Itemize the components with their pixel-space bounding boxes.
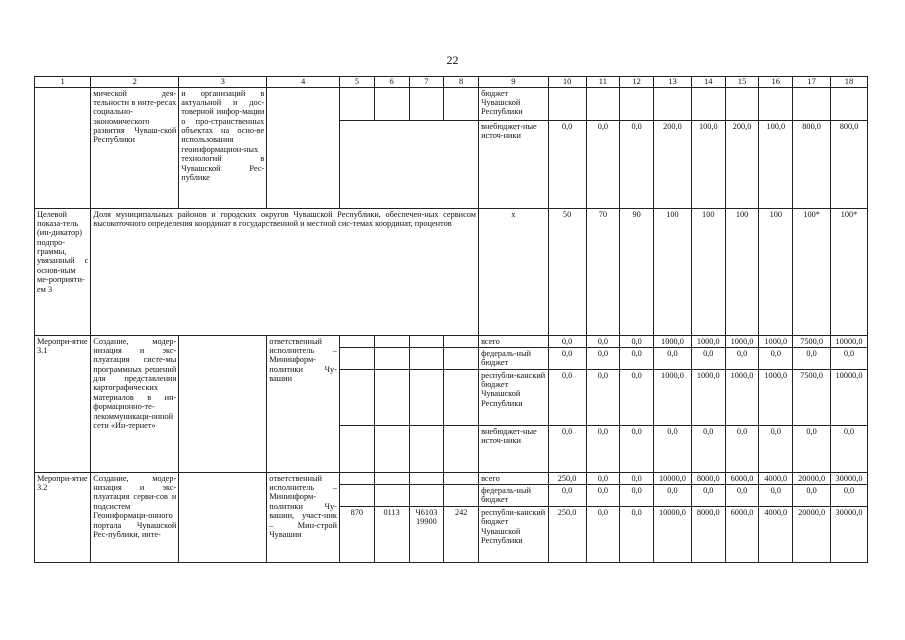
- indicator-row: [35, 208, 868, 335]
- cell-value: 0,0: [725, 485, 759, 507]
- cell-empty: [339, 425, 374, 472]
- cell-empty: [374, 87, 409, 120]
- cell-value: 0,0: [759, 425, 793, 472]
- cell-value: 8000,0: [691, 472, 725, 484]
- cell-empty: [409, 335, 444, 347]
- cell-value: 0,0: [548, 347, 586, 369]
- column-number-18: 18: [831, 77, 868, 88]
- cell-empty: [759, 87, 793, 120]
- cell-value: 0,0: [793, 425, 831, 472]
- column-number-row: [35, 77, 868, 88]
- cell-value: 100: [691, 208, 725, 335]
- cell-value: 90: [620, 208, 654, 335]
- cell-value: 0,0: [620, 335, 654, 347]
- cell-value: 0,0: [691, 485, 725, 507]
- column-number-2: 2: [91, 77, 179, 88]
- column-number-3: 3: [179, 77, 267, 88]
- cell-value: 0,0: [691, 347, 725, 369]
- cell-indicator-label: Целевой показа-тель (ин-дикатор) подпро-граммы, увязанный с основ-ным ме-роприяти-ем 3: [35, 208, 91, 335]
- cell-value: 6000,0: [725, 506, 759, 562]
- cell-value: 0,0: [793, 347, 831, 369]
- cell-empty: [374, 369, 409, 425]
- cell-value: 8000,0: [691, 506, 725, 562]
- cell-value: 20000,0: [793, 506, 831, 562]
- cell-value: 30000,0: [831, 472, 868, 484]
- cell-value: 0,0: [586, 485, 620, 507]
- column-number-16: 16: [759, 77, 793, 88]
- cell-indicator-text: Доля муниципальных районов и городских округов Чувашской Республики, обеспечен-ных сервисом высокоточного определения координат в государственной и местной сис-темах координат, процентов: [91, 208, 479, 335]
- cell-empty: [444, 335, 479, 347]
- cell-value: 1000,0: [759, 369, 793, 425]
- cell-continued-goal: и организаций в актуальной и дос-товерной инфор-мации о про-странственных объектах на осно-ве использования геоинформацион-ных технологий в Чувашской Рес-публике: [179, 87, 267, 208]
- cell-value: 0,0: [620, 506, 654, 562]
- cell-value: 800,0: [793, 120, 831, 208]
- cell-value: 200,0: [725, 120, 759, 208]
- cell-value: 200,0: [654, 120, 692, 208]
- cell-empty: [179, 335, 267, 472]
- column-number-17: 17: [793, 77, 831, 88]
- cell-value: 0,0: [620, 425, 654, 472]
- cell-value: 30000,0: [831, 506, 868, 562]
- cell-empty: [374, 347, 409, 369]
- cell-empty: [444, 87, 479, 120]
- cell-value: 0,0: [586, 369, 620, 425]
- cell-value: 100: [654, 208, 692, 335]
- cell-empty: [374, 485, 409, 507]
- cell-value: 0,0: [654, 485, 692, 507]
- cell-budget-code: 242: [444, 506, 479, 562]
- cell-funding-source: федераль-ный бюджет: [479, 347, 549, 369]
- cell-value: 0,0: [586, 120, 620, 208]
- cell-funding-source: республи-канский бюджет Чувашской Республики: [479, 506, 549, 562]
- cell-empty: [691, 87, 725, 120]
- cell-value: 0,0: [586, 425, 620, 472]
- cell-empty: [409, 369, 444, 425]
- cell-empty: [339, 347, 374, 369]
- cell-value: 0,0: [586, 347, 620, 369]
- cell-value: 100: [725, 208, 759, 335]
- column-number-10: 10: [548, 77, 586, 88]
- cell-indicator-mark: x: [479, 208, 549, 335]
- cell-value: 0,0: [725, 347, 759, 369]
- cell-empty: [620, 87, 654, 120]
- cell-empty: [444, 425, 479, 472]
- cell-empty: [409, 87, 444, 120]
- column-number-14: 14: [691, 77, 725, 88]
- cell-value: 1000,0: [654, 335, 692, 347]
- cell-value: 7500,0: [793, 369, 831, 425]
- cell-empty: [409, 472, 444, 484]
- cell-empty: [339, 485, 374, 507]
- cell-value: 100*: [831, 208, 868, 335]
- cell-measure-name: Создание, модер-низация и экс-плуатация систе-мы программных решений для представления картографических материалов в ин-формационно-те-лекоммуникаци-онной сети «Ин-тернет»: [91, 335, 179, 472]
- cell-value: 1000,0: [725, 369, 759, 425]
- column-number-8: 8: [444, 77, 479, 88]
- column-number-12: 12: [620, 77, 654, 88]
- page-number: 22: [446, 53, 459, 67]
- cell-value: 4000,0: [759, 472, 793, 484]
- cell-empty: [339, 472, 374, 484]
- cell-value: 10000,0: [654, 506, 692, 562]
- cell-funding-source: республи-канский бюджет Чувашской Республики: [479, 369, 549, 425]
- cell-empty: [339, 87, 374, 120]
- cell-value: 10000,0: [831, 369, 868, 425]
- cell-funding-source: всего: [479, 472, 549, 484]
- cell-value: 1000,0: [725, 335, 759, 347]
- cell-value: 6000,0: [725, 472, 759, 484]
- cell-value: 0,0: [620, 369, 654, 425]
- cell-value: 0,0: [620, 472, 654, 484]
- column-number-6: 6: [374, 77, 409, 88]
- cell-value: 800,0: [831, 120, 868, 208]
- cell-value: 0,0: [548, 485, 586, 507]
- cell-budget-code: Ч6103 19900: [409, 506, 444, 562]
- cell-value: 0,0: [548, 425, 586, 472]
- cell-empty: [831, 87, 868, 120]
- table-row: [35, 87, 868, 120]
- cell-value: 1000,0: [759, 335, 793, 347]
- cell-value: 7500,0: [793, 335, 831, 347]
- cell-continued-name: мической дея-тельности в инте-ресах социально-экономического развития Чуваш-ской Республики: [91, 87, 179, 208]
- cell-empty: [409, 425, 444, 472]
- table-row: [35, 472, 868, 484]
- cell-empty: [267, 87, 340, 208]
- cell-empty: [339, 120, 478, 208]
- column-number-9: 9: [479, 77, 549, 88]
- cell-value: 0,0: [586, 506, 620, 562]
- cell-value: 250,0: [548, 472, 586, 484]
- cell-empty: [444, 472, 479, 484]
- cell-empty: [374, 425, 409, 472]
- cell-empty: [725, 87, 759, 120]
- cell-empty: [444, 485, 479, 507]
- cell-value: 0,0: [548, 335, 586, 347]
- cell-value: 0,0: [654, 425, 692, 472]
- cell-empty: [793, 87, 831, 120]
- cell-value: 100,0: [691, 120, 725, 208]
- cell-value: 0,0: [831, 347, 868, 369]
- cell-empty: [35, 87, 91, 208]
- cell-empty: [548, 87, 586, 120]
- cell-funding-source: всего: [479, 335, 549, 347]
- cell-value: 100*: [793, 208, 831, 335]
- cell-empty: [339, 335, 374, 347]
- cell-value: 0,0: [831, 425, 868, 472]
- cell-empty: [586, 87, 620, 120]
- cell-measure-label: Меропри-ятие 3.1: [35, 335, 91, 472]
- cell-budget-code: 0113: [374, 506, 409, 562]
- column-number-4: 4: [267, 77, 340, 88]
- cell-empty: [444, 347, 479, 369]
- column-number-13: 13: [654, 77, 692, 88]
- cell-value: 0,0: [654, 347, 692, 369]
- cell-value: 0,0: [586, 335, 620, 347]
- cell-value: 0,0: [586, 472, 620, 484]
- cell-value: 1000,0: [691, 369, 725, 425]
- cell-value: 0,0: [759, 347, 793, 369]
- cell-executor: ответственный исполнитель – Мининформ-политики Чу-вашии, участ-ник – Мин-строй Чувашии: [267, 472, 340, 562]
- cell-value: 1000,0: [691, 335, 725, 347]
- cell-empty: [339, 369, 374, 425]
- cell-value: 0,0: [620, 120, 654, 208]
- cell-funding-source: внебюджет-ные источ-ники: [479, 120, 549, 208]
- column-number-7: 7: [409, 77, 444, 88]
- column-number-5: 5: [339, 77, 374, 88]
- cell-budget-code: 870: [339, 506, 374, 562]
- cell-value: 20000,0: [793, 472, 831, 484]
- cell-empty: [374, 335, 409, 347]
- program-table: [34, 76, 868, 563]
- table-row: [35, 335, 868, 347]
- cell-measure-label: Меропри-ятие 3.2: [35, 472, 91, 562]
- cell-value: 0,0: [548, 120, 586, 208]
- cell-value: 50: [548, 208, 586, 335]
- cell-executor: ответственный исполнитель – Мининформ-политики Чу-вашии: [267, 335, 340, 472]
- cell-value: 70: [586, 208, 620, 335]
- column-number-1: 1: [35, 77, 91, 88]
- cell-value: 0,0: [620, 347, 654, 369]
- cell-value: 0,0: [725, 425, 759, 472]
- cell-empty: [409, 347, 444, 369]
- cell-value: 0,0: [759, 485, 793, 507]
- cell-empty: [179, 472, 267, 562]
- column-number-15: 15: [725, 77, 759, 88]
- cell-value: 0,0: [620, 485, 654, 507]
- cell-value: 4000,0: [759, 506, 793, 562]
- cell-value: 0,0: [831, 485, 868, 507]
- cell-value: 0,0: [691, 425, 725, 472]
- cell-value: 250,0: [548, 506, 586, 562]
- cell-empty: [444, 369, 479, 425]
- cell-value: 0,0: [793, 485, 831, 507]
- cell-funding-source: бюджет Чувашской Республики: [479, 87, 549, 120]
- cell-value: 10000,0: [654, 472, 692, 484]
- cell-value: 10000,0: [831, 335, 868, 347]
- column-number-11: 11: [586, 77, 620, 88]
- cell-value: 1000,0: [654, 369, 692, 425]
- cell-empty: [654, 87, 692, 120]
- cell-measure-name: Создание, модер-низация и экс-плуатация серви-сов и подсистем Геоинформаци-онного портала Чувашской Рес-публики, инте-: [91, 472, 179, 562]
- cell-value: 100,0: [759, 120, 793, 208]
- cell-funding-source: внебюджет-ные источ-ники: [479, 425, 549, 472]
- cell-value: 0,0: [548, 369, 586, 425]
- cell-empty: [409, 485, 444, 507]
- cell-funding-source: федераль-ный бюджет: [479, 485, 549, 507]
- cell-value: 100: [759, 208, 793, 335]
- cell-empty: [374, 472, 409, 484]
